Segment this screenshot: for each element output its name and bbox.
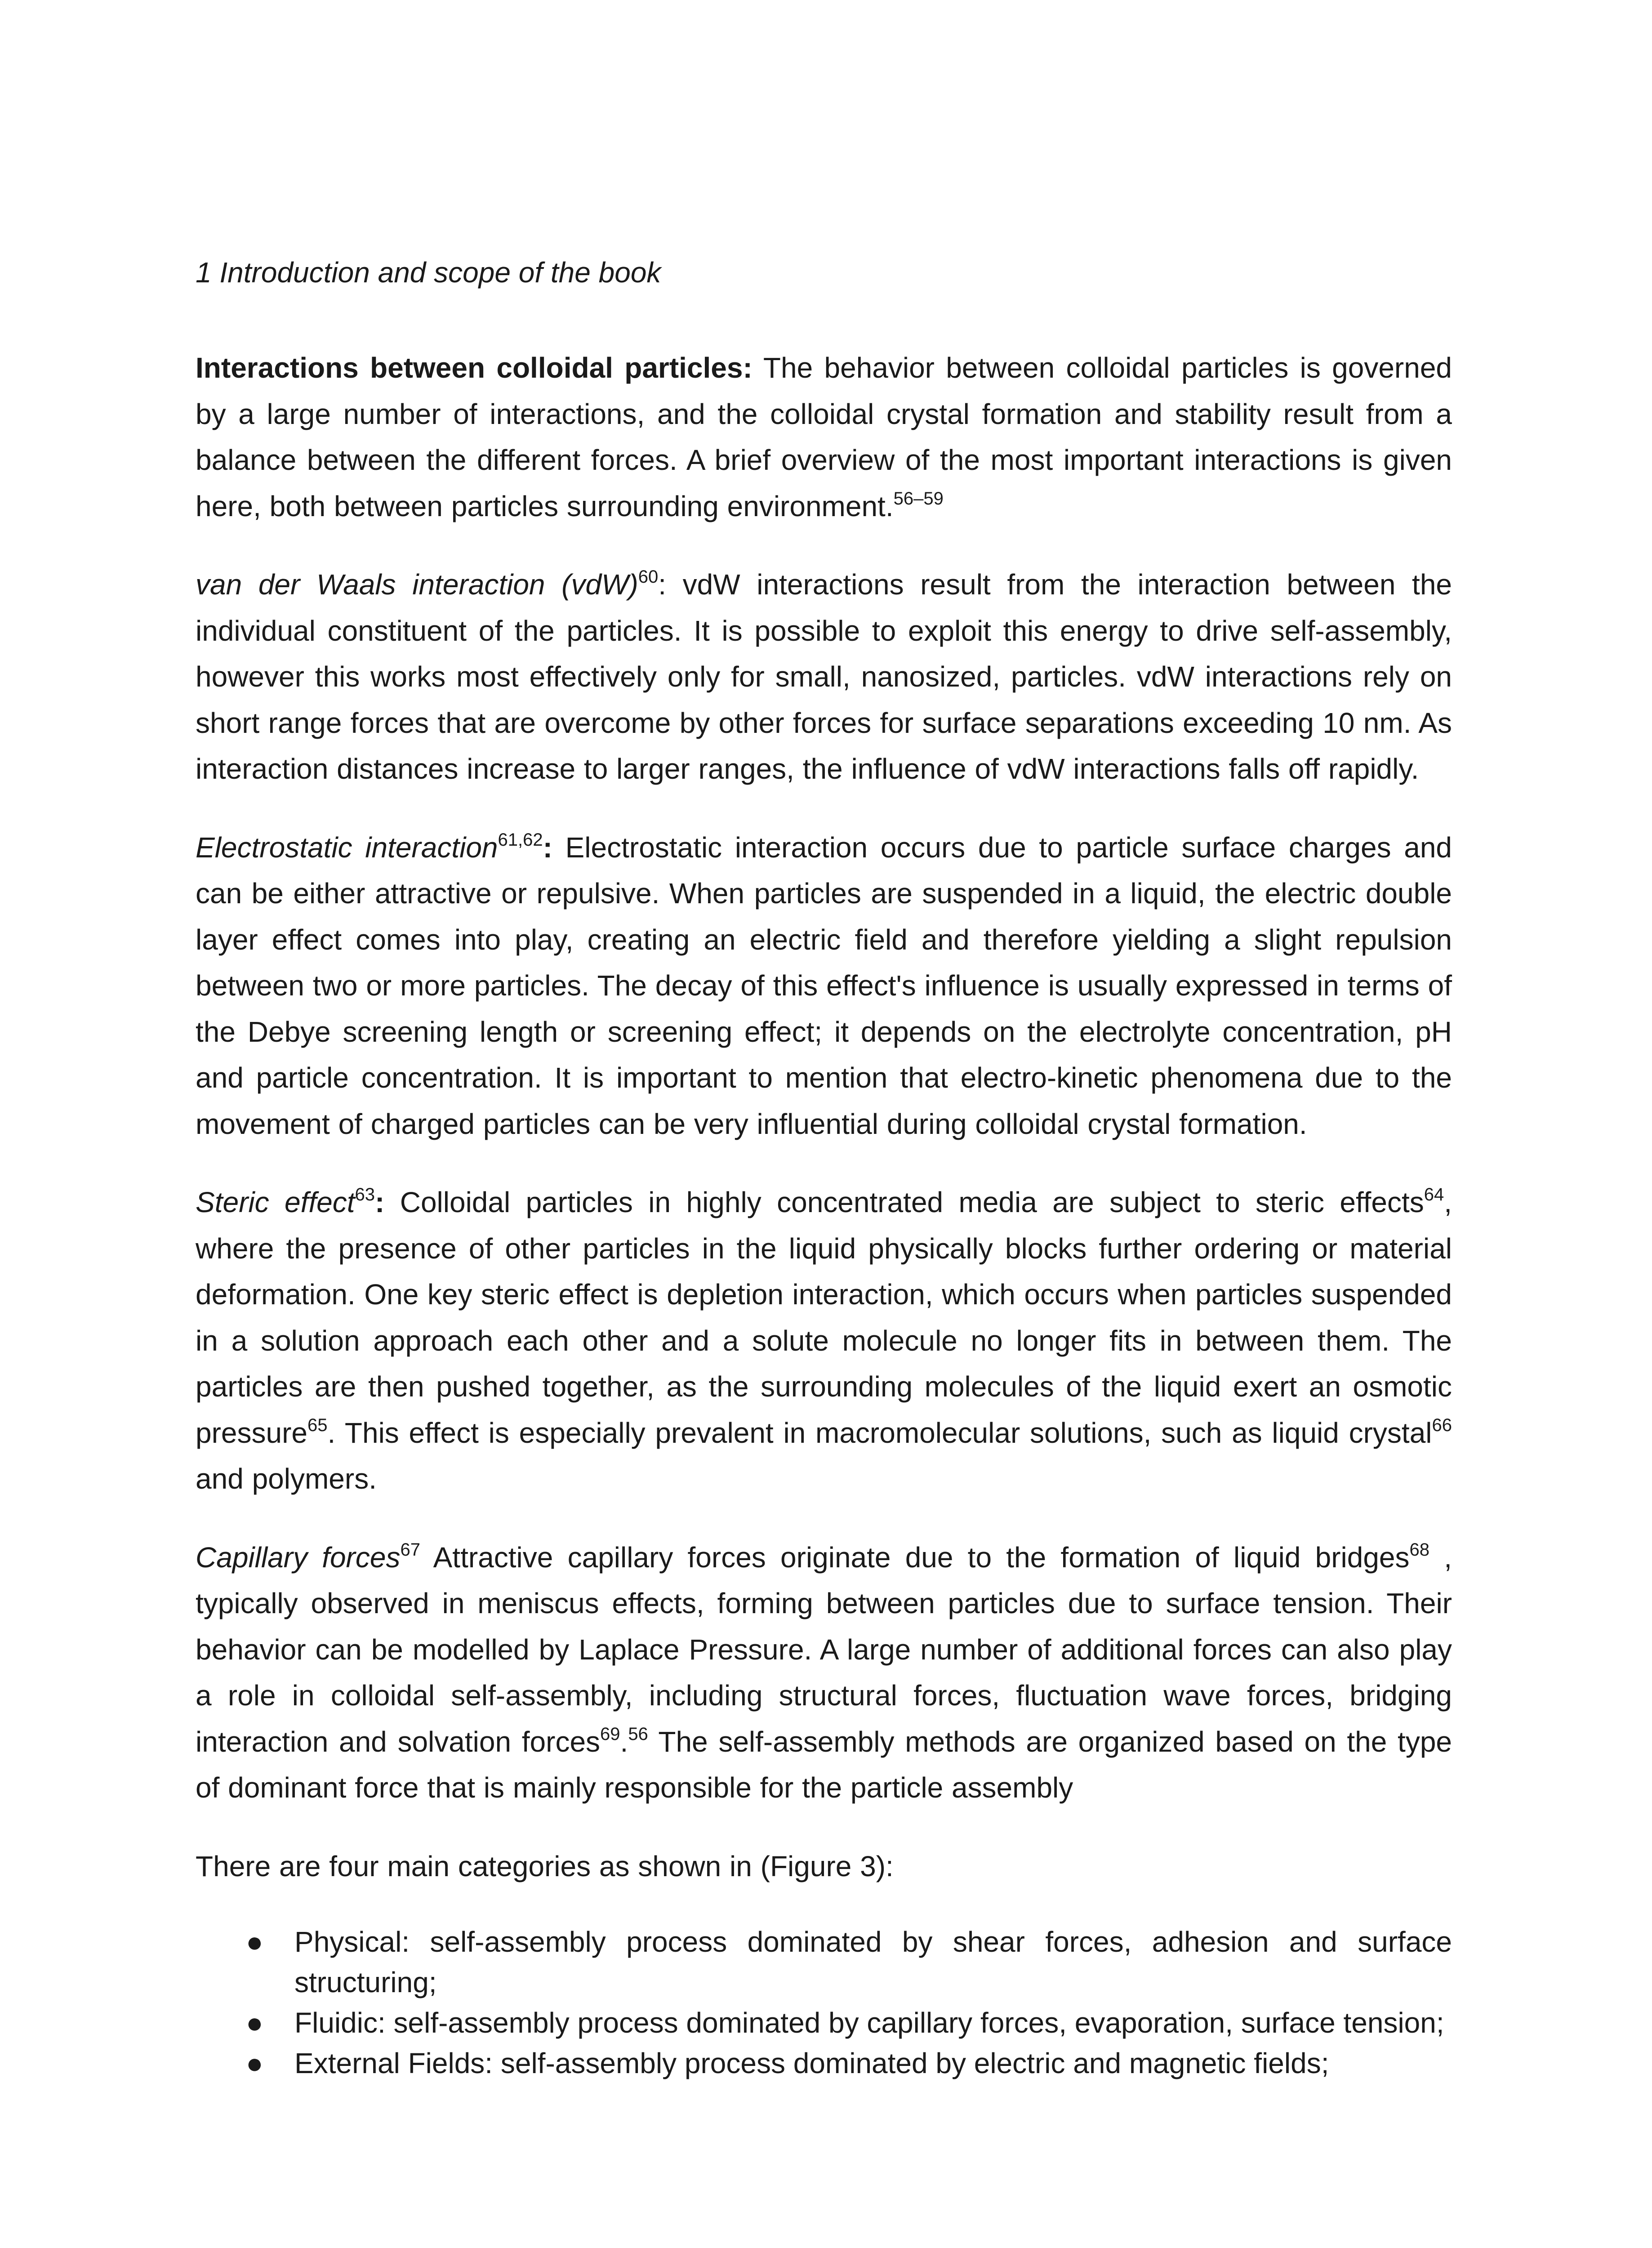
page-body xyxy=(196,250,1452,2083)
paragraph-electrostatic xyxy=(196,825,1452,1147)
list-item-text: Physical: self-assembly process dominated by shear forces, adhesion and surface structuring; xyxy=(294,1926,1452,1998)
paragraph-capillary xyxy=(196,1534,1452,1811)
paragraph-title: Capillary forces xyxy=(196,1541,401,1574)
title-colon: : xyxy=(375,1186,385,1218)
reference-superscript: 69 xyxy=(600,1724,620,1744)
list-item xyxy=(196,1922,1452,2003)
reference-superscript: 65 xyxy=(307,1415,328,1435)
paragraph-text: Electrostatic interaction occurs due to particle surface charges and can be either attractive or repulsive. When particles are suspended in a liquid, the electric double layer effect comes into play, creating an electric field and therefore yielding a slight repulsion between two or more particles. The decay of this effect's influence is usually expressed in terms of the Debye screening length or screening effect; it depends on the electrolyte concentration, pH and particle concentration. It is important to mention that electro-kinetic phenomena due to the movement of charged particles can be very influential during colloidal crystal formation. xyxy=(196,831,1452,1140)
paragraph-text: : vdW interactions result from the interaction between the individual constituent of the particles. It is possible to exploit this energy to drive self-assembly, however this works most effectively only for small, nanosized, particles. vdW interactions rely on short range forces that are overcome by other forces for surface separations exceeding 10 nm. As interaction distances increase to larger ranges, the influence of vdW interactions falls off rapidly. xyxy=(196,568,1452,785)
paragraph-text: Colloidal particles in highly concentrated media are subject to steric effects xyxy=(384,1186,1424,1218)
paragraph-text: and polymers. xyxy=(196,1463,377,1495)
paragraph-text: , where the presence of other particles in the liquid physically blocks further ordering or material deformation. One key steric effect is depletion interaction, which occurs when particles suspended in a solution approach each other and a solute molecule no longer fits in between them. The particles are then pushed together, as the surrounding molecules of the liquid exert an osmotic pressure xyxy=(196,1186,1452,1449)
list-item xyxy=(196,2043,1452,2083)
paragraph-interactions xyxy=(196,345,1452,529)
paragraph-text: . This effect is especially prevalent in macromolecular solutions, such as liquid crystal xyxy=(327,1416,1432,1449)
reference-superscript: 64 xyxy=(1424,1185,1444,1204)
paragraph-categories-intro: There are four main categories as shown in (Figure 3): xyxy=(196,1850,894,1882)
list-item-text: Fluidic: self-assembly process dominated by capillary forces, evaporation, surface tension; xyxy=(294,2007,1444,2039)
running-header: 1 Introduction and scope of the book xyxy=(196,256,661,289)
reference-superscript: 56–59 xyxy=(893,488,944,508)
reference-superscript: 68 xyxy=(1409,1539,1430,1560)
paragraph-text: . xyxy=(620,1725,628,1758)
reference-superscript: 61,62 xyxy=(498,830,543,850)
paragraph-title: van der Waals interaction (vdW) xyxy=(196,568,638,601)
list-item xyxy=(196,2003,1452,2043)
reference-superscript: 66 xyxy=(1432,1415,1452,1435)
paragraph-steric xyxy=(196,1179,1452,1502)
paragraph-text: The behavior between colloidal particles is governed by a large number of interactions, and the colloidal crystal formation and stability result from a balance between the different forces. A brief overview of the most important interactions is given here, both between particles surrounding environment. xyxy=(196,352,1452,522)
list-item-text: External Fields: self-assembly process dominated by electric and magnetic fields; xyxy=(294,2047,1329,2079)
paragraph-title: Steric effect xyxy=(196,1186,355,1218)
paragraph-text: Attractive capillary forces originate due to the formation of liquid bridges xyxy=(420,1541,1410,1574)
paragraph-title: Interactions between colloidal particles: xyxy=(196,352,753,384)
reference-superscript: 63 xyxy=(355,1185,375,1204)
category-list xyxy=(196,1922,1452,2083)
bullet-icon: ● xyxy=(246,2047,263,2079)
reference-superscript: 67 xyxy=(400,1539,420,1560)
bullet-icon: ● xyxy=(246,1926,263,1958)
paragraph-text: The self-assembly methods are organized based on the type of dominant force that is mainly responsible for the particle assembly xyxy=(196,1725,1452,1804)
bullet-icon: ● xyxy=(246,2007,263,2039)
reference-superscript: 56 xyxy=(628,1724,648,1744)
paragraph-text: , typically observed in meniscus effects, forming between particles due to surface tension. Their behavior can be modelled by Laplace Pressure. A large number of additional forces can also play a role in colloidal self-assembly, including structural forces, fluctuation wave forces, bridging interaction and solvation forces xyxy=(196,1541,1452,1758)
reference-superscript: 60 xyxy=(638,567,659,587)
title-colon: : xyxy=(543,831,552,864)
paragraph-vdw xyxy=(196,562,1452,792)
paragraph-title: Electrostatic interaction xyxy=(196,831,498,864)
